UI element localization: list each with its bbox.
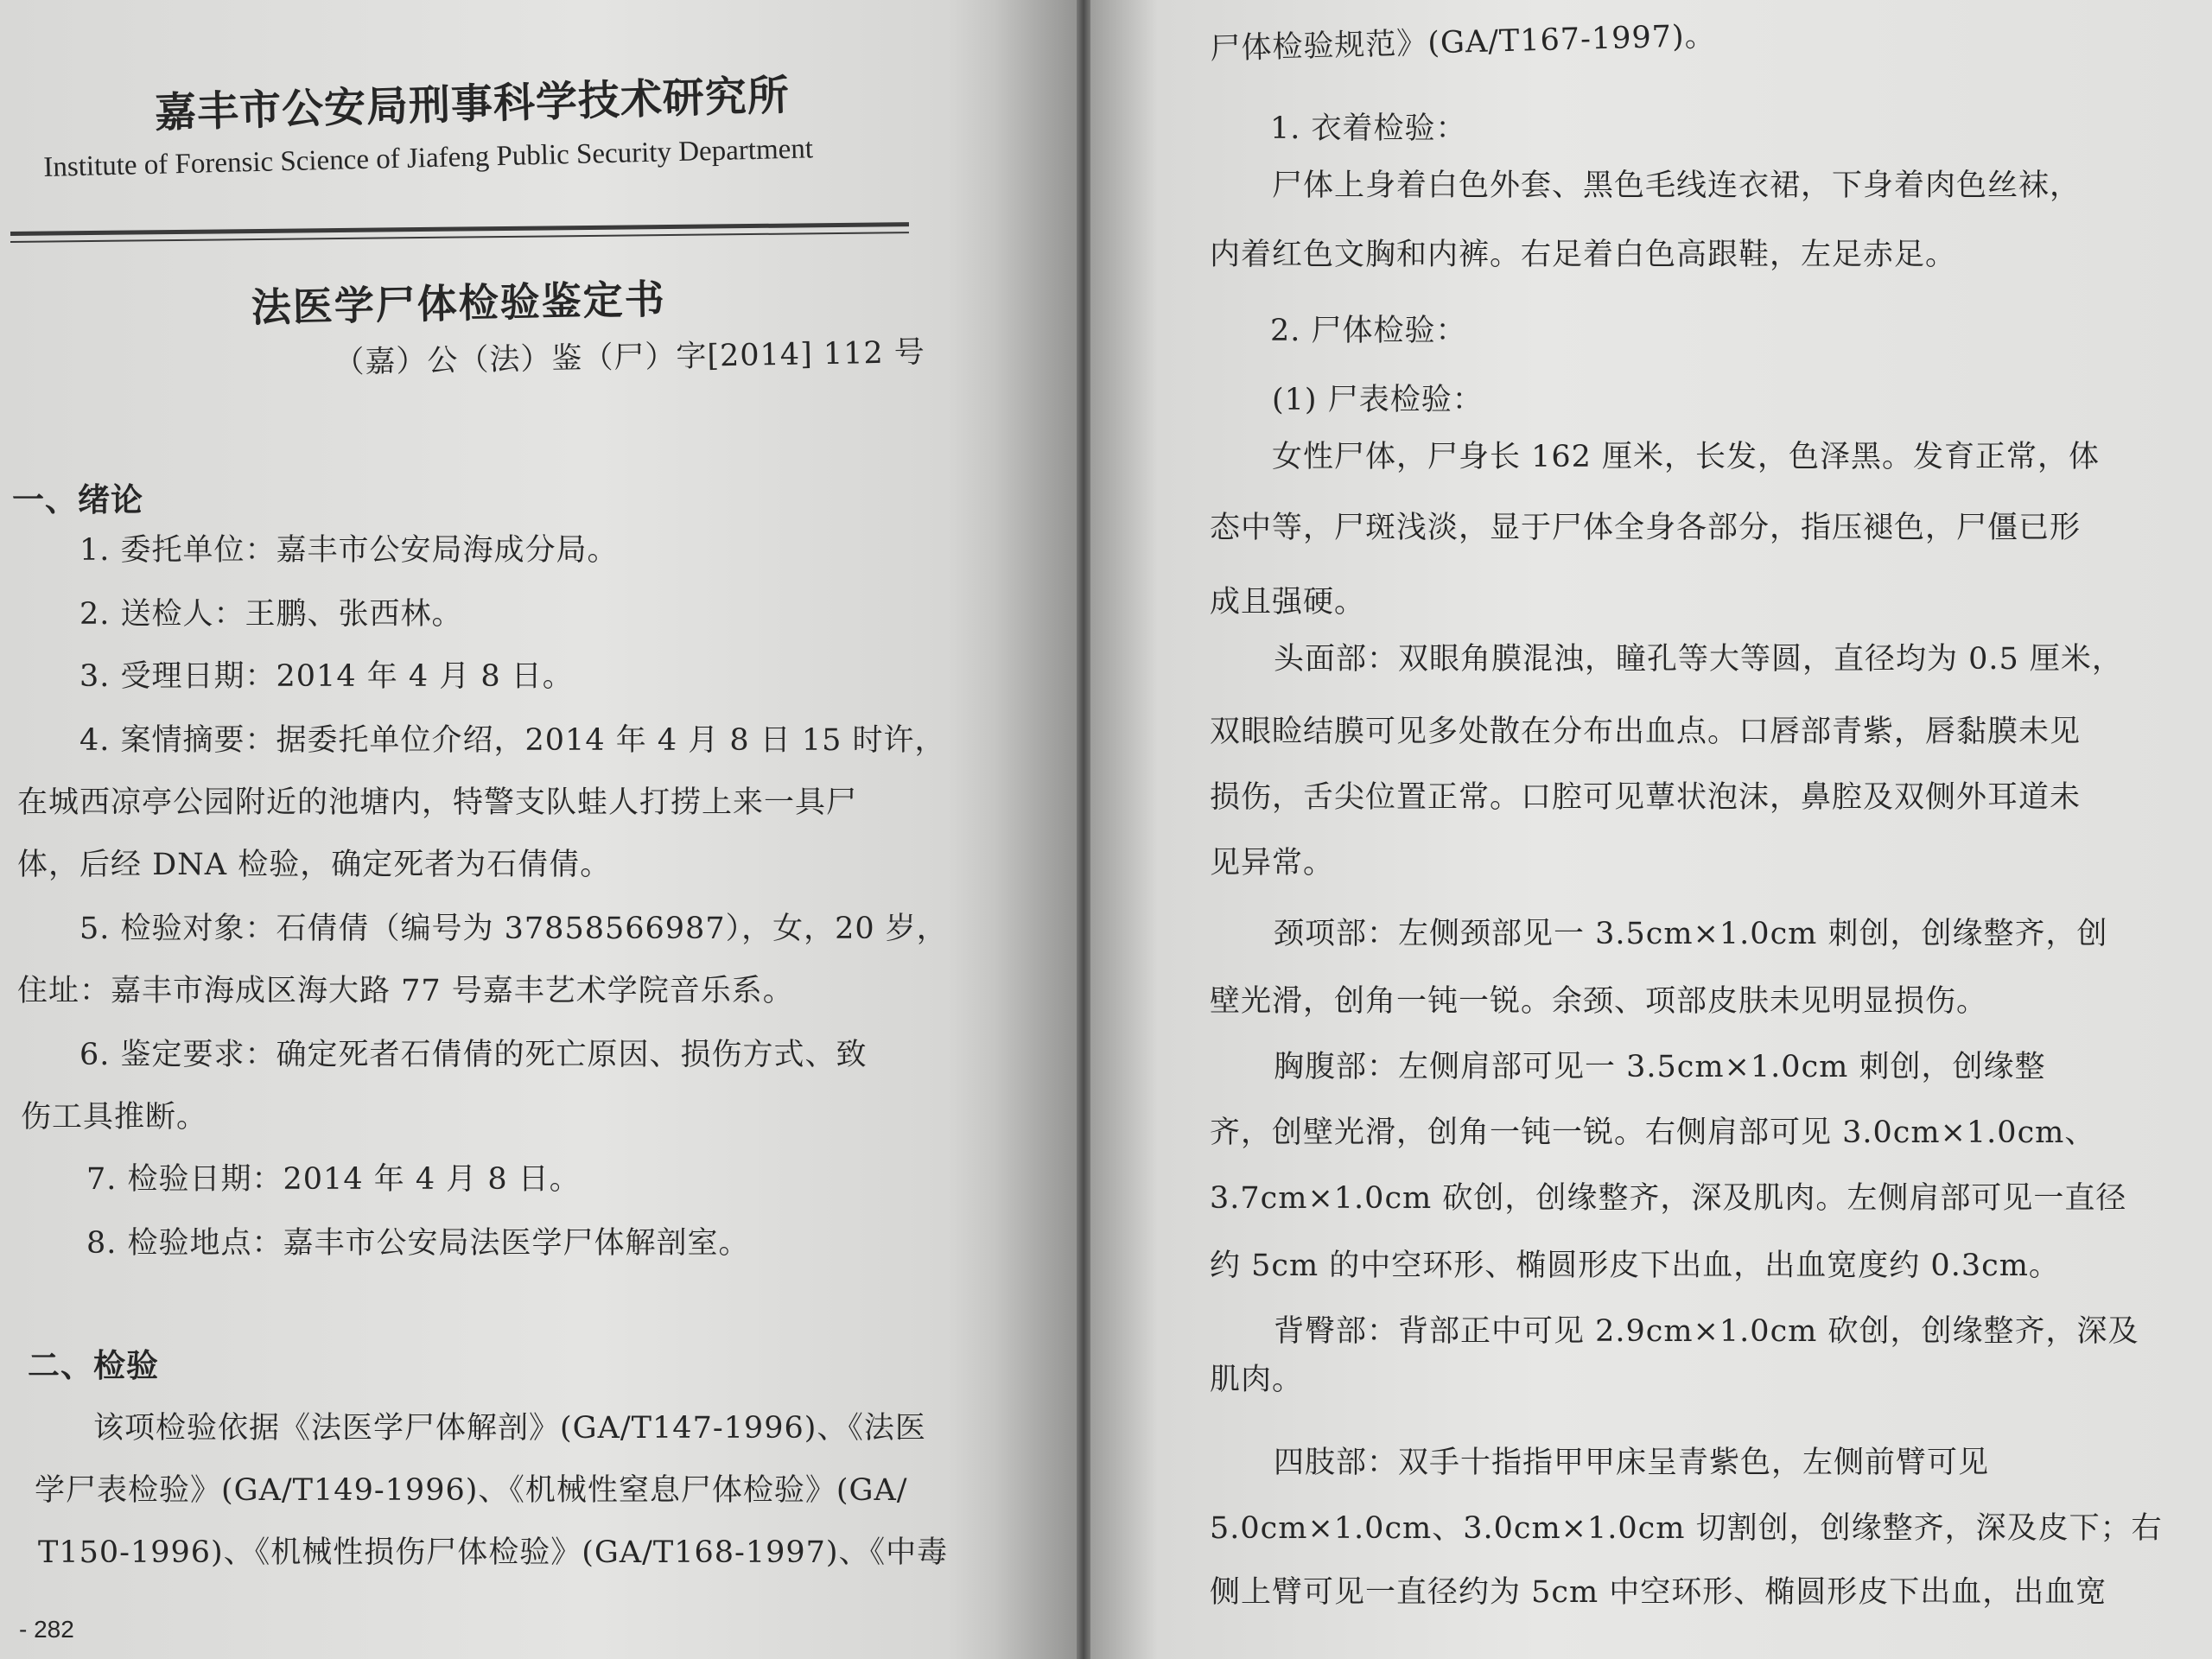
text-line: 侧上臂可见一直径约为 5cm 中空环形、椭圆形皮下出血，出血宽	[1210, 1575, 2107, 1610]
page-shadow	[994, 0, 1077, 1659]
text-line: 胸腹部：左侧肩部可见一 3.5cm×1.0cm 刺创，创缘整	[1274, 1050, 2046, 1084]
text-line: 在城西凉亭公园附近的池塘内，特警支队蛙人打捞上来一具尸	[17, 785, 858, 820]
text-line: 尸体上身着白色外套、黑色毛线连衣裙，下身着肉色丝袜，	[1272, 168, 2082, 203]
text-line: 住址：嘉丰市海成区海大路 77 号嘉丰艺术学院音乐系。	[17, 974, 794, 1008]
book-gutter	[1077, 0, 1090, 1659]
text-line: 2. 送检人：王鹏、张西林。	[79, 597, 463, 632]
institute-name-en: Institute of Forensic Science of Jiafeng Public Security Department	[43, 133, 814, 183]
text-line: 双眼睑结膜可见多处散在分布出血点。口唇部青紫，唇黏膜未见	[1210, 715, 2082, 749]
text-line: 成且强硬。	[1210, 585, 1366, 620]
left-page	[0, 0, 1077, 1659]
text-line: 内着红色文胸和内裤。右足着白色高跟鞋，左足赤足。	[1210, 238, 1957, 272]
section-heading-introduction: 一、绪论	[12, 480, 143, 518]
text-line: T150-1996)、《机械性损伤尸体检验》(GA/T168-1997)、《中毒	[38, 1535, 949, 1570]
page-number: - 282	[19, 1616, 74, 1643]
text-line: 背臀部：背部正中可见 2.9cm×1.0cm 砍创，创缘整齐，深及	[1274, 1314, 2139, 1349]
text-line: 2. 尸体检验：	[1270, 314, 1467, 348]
text-line: 7. 检验日期：2014 年 4 月 8 日。	[86, 1162, 581, 1197]
text-line: 损伤，舌尖位置正常。口腔可见蕈状泡沫，鼻腔及双侧外耳道未	[1210, 780, 2082, 815]
text-line: 肌肉。	[1210, 1363, 1304, 1397]
right-page	[1090, 0, 2212, 1659]
text-line: 颈项部：左侧颈部见一 3.5cm×1.0cm 刺创，创缘整齐，创	[1274, 917, 2108, 951]
text-line: 态中等，尸斑浅淡，显于尸体全身各部分，指压褪色，尸僵已形	[1210, 511, 2082, 545]
document-number: （嘉）公（法）鉴（尸）字[2014] 112 号	[334, 335, 926, 380]
text-line: 3. 受理日期：2014 年 4 月 8 日。	[79, 659, 574, 694]
text-line: 8. 检验地点：嘉丰市公安局法医学尸体解剖室。	[86, 1226, 750, 1261]
text-line: (1) 尸表检验：	[1272, 383, 1484, 417]
text-line: 齐，创壁光滑，创角一钝一锐。右侧肩部可见 3.0cm×1.0cm、	[1210, 1116, 2096, 1150]
text-line: 5. 检验对象：石倩倩（编号为 37858566987），女，20 岁，	[79, 912, 948, 946]
text-line: 女性尸体，尸身长 162 厘米，长发，色泽黑。发育正常，体	[1272, 440, 2101, 474]
text-line: 5.0cm×1.0cm、3.0cm×1.0cm 切割创，创缘整齐，深及皮下；右	[1210, 1511, 2163, 1546]
text-line: 1. 衣着检验：	[1270, 111, 1467, 146]
text-line: 四肢部：双手十指指甲甲床呈青紫色，左侧前臂可见	[1274, 1446, 1990, 1480]
text-line: 该项检验依据《法医学尸体解剖》(GA/T147-1996)、《法医	[93, 1411, 926, 1446]
text-line: 头面部：双眼角膜混浊，瞳孔等大等圆，直径均为 0.5 厘米，	[1274, 642, 2123, 677]
text-line: 3.7cm×1.0cm 砍创，创缘整齐，深及肌肉。左侧肩部可见一直径	[1210, 1181, 2127, 1216]
text-line: 6. 鉴定要求：确定死者石倩倩的死亡原因、损伤方式、致	[79, 1038, 868, 1072]
text-line: 约 5cm 的中空环形、椭圆形皮下出血，出血宽度约 0.3cm。	[1210, 1249, 2060, 1283]
text-line: 学尸表检验》(GA/T149-1996)、《机械性窒息尸体检验》(GA/	[35, 1473, 908, 1508]
text-line: 壁光滑，创角一钝一锐。余颈、项部皮肤未见明显损伤。	[1210, 984, 1988, 1019]
text-line: 4. 案情摘要：据委托单位介绍，2014 年 4 月 8 日 15 时许，	[79, 723, 946, 758]
text-line: 尸体检验规范》(GA/T167-1997)。	[1209, 18, 1717, 67]
institute-name-cn: 嘉丰市公安局刑事科学技术研究所	[154, 71, 791, 137]
text-line: 体，后经 DNA 检验，确定死者为石倩倩。	[17, 848, 612, 882]
text-line: 伤工具推断。	[21, 1100, 208, 1135]
document-title: 法医学尸体检验鉴定书	[251, 275, 667, 331]
text-line: 1. 委托单位：嘉丰市公安局海成分局。	[79, 533, 619, 568]
text-line: 见异常。	[1210, 846, 1335, 880]
section-heading-examination: 二、检验	[28, 1346, 159, 1384]
